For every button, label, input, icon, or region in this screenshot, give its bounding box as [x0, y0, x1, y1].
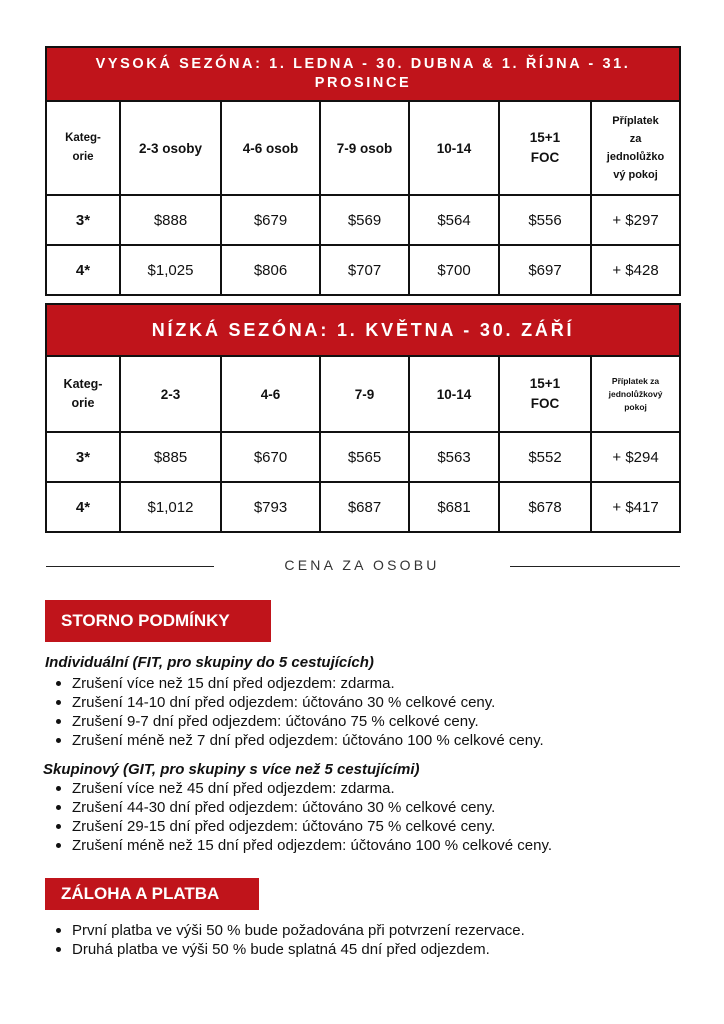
- bullet-icon: [56, 824, 61, 829]
- bullet-icon: [56, 681, 61, 686]
- list-item: První platba ve výši 50 % bude požadována při potvrzení rezervace.: [48, 921, 525, 940]
- low-season-table: [45, 303, 681, 533]
- price-cell: $563: [409, 432, 499, 482]
- header-4-6: 4-6: [221, 356, 320, 432]
- cancellation-title: STORNO PODMÍNKY: [45, 600, 271, 642]
- supplement-cell: + $294: [591, 432, 680, 482]
- category-cell: 3*: [46, 195, 120, 245]
- bullet-icon: [56, 947, 61, 952]
- header-foc: 15+1 FOC: [499, 356, 591, 432]
- bullet-icon: [56, 928, 61, 933]
- header-2-3: 2-3: [120, 356, 221, 432]
- price-cell: $885: [120, 432, 221, 482]
- bullet-icon: [56, 700, 61, 705]
- price-cell: $1,025: [120, 245, 221, 295]
- payment-title: ZÁLOHA A PLATBA: [45, 878, 259, 910]
- price-cell: $806: [221, 245, 320, 295]
- fit-heading: Individuální (FIT, pro skupiny do 5 cestujících): [45, 654, 374, 671]
- table-row: [46, 482, 680, 532]
- header-7-9: 7-9 osob: [320, 101, 409, 195]
- list-item: Zrušení 14-10 dní před odjezdem: účtováno 30 % celkové ceny.: [48, 693, 544, 712]
- header-10-14: 10-14: [409, 101, 499, 195]
- header-category: Kateg- orie: [46, 356, 120, 432]
- header-single-supplement: Příplatek za jednolůžkový pokoj: [591, 356, 680, 432]
- category-cell: 4*: [46, 245, 120, 295]
- supplement-cell: + $417: [591, 482, 680, 532]
- price-cell: $569: [320, 195, 409, 245]
- fit-list: [48, 674, 544, 750]
- list-item: Zrušení 44-30 dní před odjezdem: účtováno 30 % celkové ceny.: [48, 798, 552, 817]
- header-10-14: 10-14: [409, 356, 499, 432]
- price-cell: $1,012: [120, 482, 221, 532]
- header-4-6: 4-6 osob: [221, 101, 320, 195]
- per-person-label: CENA ZA OSOBU: [284, 557, 440, 573]
- header-7-9: 7-9: [320, 356, 409, 432]
- price-cell: $565: [320, 432, 409, 482]
- high-season-table: [45, 46, 681, 296]
- price-cell: $700: [409, 245, 499, 295]
- table-header-row: [46, 356, 680, 432]
- supplement-cell: + $297: [591, 195, 680, 245]
- divider-left: [46, 566, 214, 567]
- price-cell: $888: [120, 195, 221, 245]
- bullet-icon: [56, 738, 61, 743]
- price-cell: $681: [409, 482, 499, 532]
- git-heading: Skupinový (GIT, pro skupiny s více než 5 cestujícími): [43, 761, 420, 778]
- low-season-title: NÍZKÁ SEZÓNA: 1. KVĚTNA - 30. ZÁŘÍ: [46, 304, 680, 356]
- table-row: [46, 245, 680, 295]
- price-cell: $679: [221, 195, 320, 245]
- bullet-icon: [56, 843, 61, 848]
- header-2-3: 2-3 osoby: [120, 101, 221, 195]
- header-category: Kateg- orie: [46, 101, 120, 195]
- category-cell: 3*: [46, 432, 120, 482]
- high-season-title: VYSOKÁ SEZÓNA: 1. LEDNA - 30. DUBNA & 1. ŘÍJNA - 31. PROSINCE: [46, 47, 680, 101]
- header-foc: 15+1 FOC: [499, 101, 591, 195]
- list-item: Zrušení více než 45 dní před odjezdem: zdarma.: [48, 779, 552, 798]
- price-cell: $564: [409, 195, 499, 245]
- supplement-cell: + $428: [591, 245, 680, 295]
- price-cell: $793: [221, 482, 320, 532]
- bullet-icon: [56, 805, 61, 810]
- list-item: Zrušení více než 15 dní před odjezdem: zdarma.: [48, 674, 544, 693]
- list-item: Zrušení 9-7 dní před odjezdem: účtováno 75 % celkové ceny.: [48, 712, 544, 731]
- price-cell: $670: [221, 432, 320, 482]
- table-header-row: [46, 101, 680, 195]
- payment-list: [48, 921, 525, 959]
- table-row: [46, 432, 680, 482]
- price-cell: $687: [320, 482, 409, 532]
- bullet-icon: [56, 786, 61, 791]
- price-cell: $707: [320, 245, 409, 295]
- list-item: Druhá platba ve výši 50 % bude splatná 45 dní před odjezdem.: [48, 940, 525, 959]
- price-cell: $556: [499, 195, 591, 245]
- header-single-supplement: Příplatek za jednolůžko vý pokoj: [591, 101, 680, 195]
- divider-right: [510, 566, 680, 567]
- table-row: [46, 195, 680, 245]
- price-cell: $552: [499, 432, 591, 482]
- category-cell: 4*: [46, 482, 120, 532]
- git-list: [48, 779, 552, 855]
- price-cell: $678: [499, 482, 591, 532]
- price-cell: $697: [499, 245, 591, 295]
- list-item: Zrušení méně než 15 dní před odjezdem: účtováno 100 % celkové ceny.: [48, 836, 552, 855]
- bullet-icon: [56, 719, 61, 724]
- list-item: Zrušení 29-15 dní před odjezdem: účtováno 75 % celkové ceny.: [48, 817, 552, 836]
- list-item: Zrušení méně než 7 dní před odjezdem: účtováno 100 % celkové ceny.: [48, 731, 544, 750]
